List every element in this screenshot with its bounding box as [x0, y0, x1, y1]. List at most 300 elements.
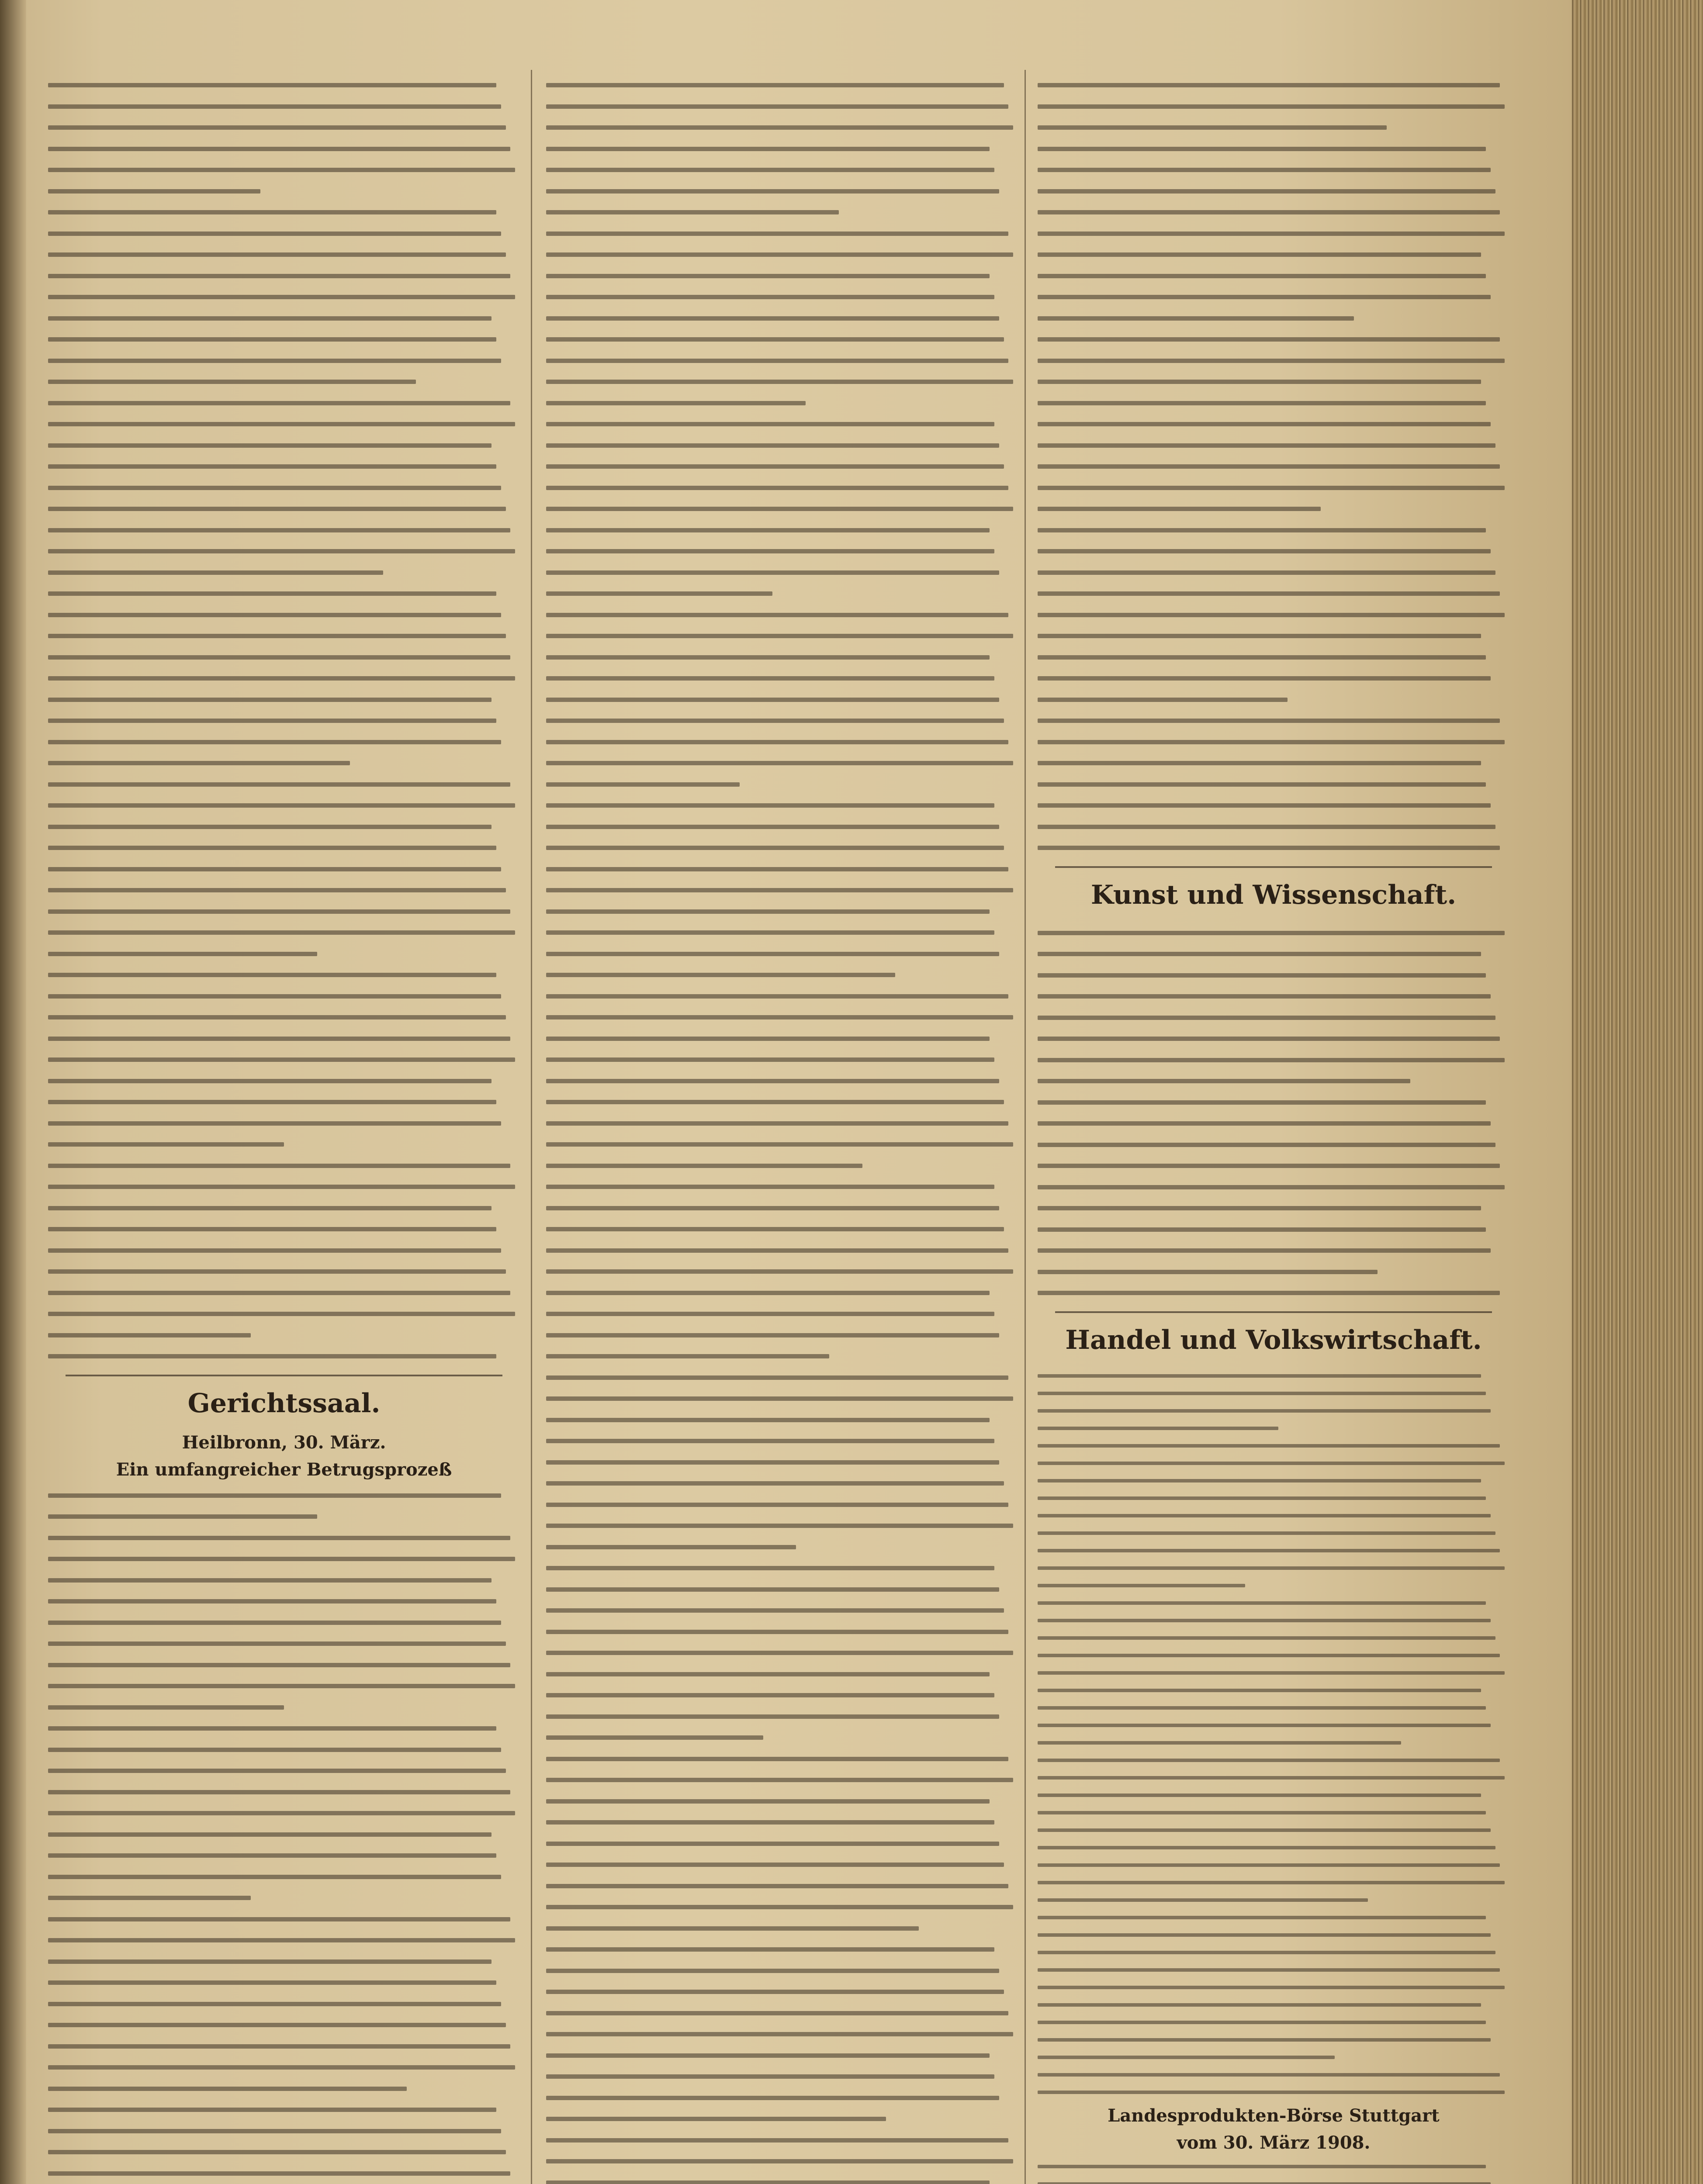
text-line — [48, 1113, 520, 1134]
text-line — [546, 1261, 1018, 1282]
text-line — [48, 731, 520, 753]
section-divider — [1055, 866, 1492, 868]
text-line — [546, 858, 1018, 880]
text-line — [48, 1506, 520, 1527]
text-line — [1038, 1961, 1509, 1979]
text-line — [1038, 498, 1509, 519]
text-line — [48, 1612, 520, 1633]
text-line — [1038, 1367, 1509, 1385]
text-line — [48, 1845, 520, 1866]
text-line — [546, 922, 1018, 943]
text-line — [48, 1240, 520, 1261]
text-line — [546, 879, 1018, 901]
text-line — [546, 731, 1018, 753]
section-title-kunst: Kunst und Wissenschaft. — [1090, 879, 1457, 910]
text-line — [48, 901, 520, 922]
text-line — [546, 1367, 1018, 1388]
text-line — [546, 1579, 1018, 1600]
text-line — [546, 477, 1018, 498]
text-line — [546, 1918, 1018, 1939]
column-1 — [48, 74, 520, 2184]
text-line — [546, 1430, 1018, 1451]
text-line — [1038, 1577, 1509, 1594]
text-line — [48, 922, 520, 943]
text-line — [48, 562, 520, 583]
text-line — [48, 1951, 520, 1972]
text-line — [1038, 1134, 1509, 1155]
text-line — [1038, 74, 1509, 96]
text-line — [1038, 244, 1509, 265]
text-line — [546, 1113, 1018, 1134]
text-line — [1038, 350, 1509, 371]
text-line — [546, 1515, 1018, 1536]
text-line — [1038, 1979, 1509, 1996]
text-line — [546, 74, 1018, 96]
text-line — [546, 774, 1018, 795]
column-rule — [531, 70, 532, 2184]
text-line — [1038, 1752, 1509, 1769]
text-line — [48, 519, 520, 541]
market-report — [1038, 1367, 1509, 2184]
text-line — [1038, 138, 1509, 159]
text-line — [1038, 1261, 1509, 1282]
text-line — [1038, 1926, 1509, 1944]
text-line — [546, 646, 1018, 668]
text-line — [48, 1282, 520, 1303]
text-line — [1038, 646, 1509, 668]
text-line — [48, 1654, 520, 1676]
text-line — [1038, 1717, 1509, 1734]
text-line — [546, 1409, 1018, 1431]
text-line — [48, 1485, 520, 1506]
text-line — [546, 350, 1018, 371]
text-line — [48, 1176, 520, 1197]
text-line — [48, 752, 520, 774]
text-line — [1038, 180, 1509, 202]
text-line — [48, 159, 520, 180]
text-line — [546, 392, 1018, 414]
text-line — [1038, 667, 1509, 689]
text-line — [48, 2120, 520, 2142]
text-line — [546, 1896, 1018, 1918]
text-line — [1038, 689, 1509, 710]
text-line — [1038, 456, 1509, 477]
text-line — [1038, 774, 1509, 795]
text-line — [48, 604, 520, 625]
text-line — [1038, 837, 1509, 858]
text-line — [48, 858, 520, 880]
text-line — [48, 1802, 520, 1824]
book-spine-edges — [1572, 0, 1703, 2184]
text-line — [1038, 583, 1509, 604]
column-rule — [1025, 70, 1026, 2184]
text-line — [546, 223, 1018, 244]
text-line — [546, 96, 1018, 117]
section-divider — [66, 1375, 502, 1376]
text-line — [1038, 604, 1509, 625]
text-line — [546, 1155, 1018, 1176]
text-line — [546, 1091, 1018, 1113]
text-line — [546, 244, 1018, 265]
text-line — [1038, 943, 1509, 964]
text-line — [48, 1218, 520, 1240]
text-line — [48, 1675, 520, 1697]
text-line — [48, 1569, 520, 1591]
text-line — [1038, 1007, 1509, 1028]
text-line — [1038, 1647, 1509, 1664]
text-line — [48, 435, 520, 456]
text-line — [546, 964, 1018, 985]
text-line — [1038, 265, 1509, 287]
text-line — [546, 180, 1018, 202]
text-line — [48, 456, 520, 477]
text-line — [546, 159, 1018, 180]
text-line — [1038, 201, 1509, 223]
text-line — [1038, 1996, 1509, 2014]
section-divider — [1055, 1311, 1492, 1313]
text-line — [1038, 1856, 1509, 1874]
text-line — [1038, 1176, 1509, 1198]
text-line — [1038, 1385, 1509, 1402]
text-line — [1038, 2066, 1509, 2084]
text-line — [546, 456, 1018, 477]
text-line — [1038, 731, 1509, 753]
text-line — [48, 1781, 520, 1803]
text-line — [48, 328, 520, 350]
text-line — [546, 1028, 1018, 1049]
text-line — [546, 583, 1018, 604]
text-line — [48, 2035, 520, 2057]
text-line — [546, 540, 1018, 562]
text-line — [1038, 795, 1509, 816]
text-line — [546, 308, 1018, 329]
text-line — [48, 646, 520, 668]
text-line — [546, 1176, 1018, 1197]
text-line — [546, 1303, 1018, 1324]
text-line — [1038, 1821, 1509, 1839]
text-line — [1038, 2031, 1509, 2049]
text-line — [546, 795, 1018, 816]
text-line — [546, 1748, 1018, 1769]
text-line — [1038, 435, 1509, 456]
text-line — [546, 1960, 1018, 1981]
text-line — [1038, 1839, 1509, 1856]
text-line — [546, 1197, 1018, 1219]
text-line — [48, 943, 520, 964]
text-line — [546, 1472, 1018, 1494]
text-line — [1038, 1155, 1509, 1176]
text-line — [1038, 2049, 1509, 2066]
text-line — [48, 1028, 520, 1049]
text-line — [546, 2108, 1018, 2129]
text-line — [1038, 413, 1509, 435]
text-line — [1038, 1682, 1509, 1699]
text-line — [546, 2023, 1018, 2045]
text-line — [1038, 1787, 1509, 1804]
text-line — [48, 1972, 520, 1993]
text-line — [546, 2087, 1018, 2108]
text-line — [546, 286, 1018, 308]
text-line — [1038, 1197, 1509, 1219]
text-line — [1038, 1240, 1509, 1261]
text-line — [48, 583, 520, 604]
text-line — [546, 1006, 1018, 1028]
text-line — [48, 286, 520, 308]
section-title-gerichtssaal: Gerichtssaal. — [187, 1388, 381, 1419]
text-line — [48, 1739, 520, 1760]
text-line — [1038, 308, 1509, 329]
text-line — [1038, 223, 1509, 244]
text-line — [48, 96, 520, 117]
text-line — [546, 1769, 1018, 1790]
text-line — [48, 816, 520, 837]
text-line — [546, 985, 1018, 1007]
text-line — [546, 1388, 1018, 1409]
text-line — [1038, 1402, 1509, 1420]
text-line — [48, 1760, 520, 1781]
text-line — [1038, 1282, 1509, 1303]
text-line — [48, 2099, 520, 2120]
text-line — [48, 2078, 520, 2099]
text-line — [546, 1621, 1018, 1642]
text-line — [1038, 1699, 1509, 1717]
text-line — [1038, 371, 1509, 392]
text-line — [1038, 96, 1509, 117]
text-line — [546, 1833, 1018, 1854]
text-line — [546, 816, 1018, 837]
text-line — [1038, 2084, 1509, 2101]
article-subheading: Ein umfangreicher Betrugsprozeß — [116, 1459, 452, 1480]
column-3 — [1038, 74, 1509, 2184]
text-line — [1038, 625, 1509, 646]
text-line — [48, 201, 520, 223]
text-line — [546, 1494, 1018, 1515]
text-line — [1038, 1113, 1509, 1134]
text-line — [546, 1070, 1018, 1092]
text-line — [48, 1993, 520, 2015]
text-line — [546, 689, 1018, 710]
text-line — [546, 371, 1018, 392]
text-line — [48, 1197, 520, 1219]
text-line — [546, 943, 1018, 964]
market-heading: Landesprodukten-Börse Stuttgart — [1108, 2105, 1440, 2126]
text-line — [48, 2163, 520, 2184]
text-line — [48, 371, 520, 392]
text-line — [546, 1557, 1018, 1579]
text-line — [546, 1727, 1018, 1748]
text-line — [1038, 1804, 1509, 1821]
text-line — [1038, 1092, 1509, 1113]
text-line — [48, 308, 520, 329]
text-line — [48, 985, 520, 1007]
text-line — [546, 2129, 1018, 2151]
text-line — [546, 837, 1018, 858]
text-line — [546, 435, 1018, 456]
text-line — [48, 667, 520, 689]
text-line — [48, 1006, 520, 1028]
text-line — [48, 1155, 520, 1176]
text-line — [1038, 1664, 1509, 1682]
text-line — [546, 752, 1018, 774]
text-line — [48, 1548, 520, 1569]
text-line — [48, 879, 520, 901]
text-line — [546, 901, 1018, 922]
text-line — [48, 1717, 520, 1739]
text-line — [1038, 1489, 1509, 1507]
text-line — [1038, 1891, 1509, 1909]
text-line — [1038, 816, 1509, 837]
text-line — [1038, 1542, 1509, 1559]
text-line — [48, 1261, 520, 1282]
text-line — [546, 1706, 1018, 1727]
text-line — [546, 1324, 1018, 1346]
text-line — [1038, 1524, 1509, 1542]
text-line — [546, 1282, 1018, 1303]
text-line — [48, 1324, 520, 1346]
text-line — [48, 1303, 520, 1324]
text-line — [1038, 117, 1509, 138]
text-line — [1038, 1559, 1509, 1577]
text-line — [1038, 1219, 1509, 1240]
text-line — [48, 964, 520, 985]
text-line — [48, 1633, 520, 1654]
text-line — [546, 1939, 1018, 1960]
text-line — [48, 2014, 520, 2035]
text-line — [1038, 1420, 1509, 1437]
text-line — [546, 1981, 1018, 2002]
text-line — [48, 1824, 520, 1845]
text-line — [48, 1070, 520, 1092]
text-line — [1038, 1594, 1509, 1612]
text-line — [546, 667, 1018, 689]
text-line — [546, 1790, 1018, 1812]
text-line — [48, 625, 520, 646]
text-line — [1038, 985, 1509, 1007]
text-line — [1038, 1070, 1509, 1092]
binding-edge — [0, 0, 26, 2184]
text-line — [546, 1049, 1018, 1070]
text-line — [48, 1049, 520, 1070]
text-line — [1038, 540, 1509, 562]
text-line — [546, 562, 1018, 583]
text-line — [546, 138, 1018, 159]
text-line — [48, 74, 520, 96]
text-line — [1038, 1734, 1509, 1752]
text-line — [48, 413, 520, 435]
text-line — [1038, 1507, 1509, 1524]
text-line — [1038, 328, 1509, 350]
text-line — [48, 1887, 520, 1908]
text-line — [48, 477, 520, 498]
text-line — [546, 1600, 1018, 1621]
section-title-handel: Handel und Volkswirtschaft. — [1065, 1324, 1482, 1355]
text-line — [546, 1133, 1018, 1155]
text-line — [48, 795, 520, 816]
text-line — [1038, 519, 1509, 541]
text-line — [1038, 964, 1509, 986]
text-line — [48, 1091, 520, 1113]
text-line — [48, 1929, 520, 1951]
text-line — [546, 328, 1018, 350]
text-line — [546, 1854, 1018, 1875]
text-line — [1038, 1944, 1509, 1961]
text-line — [546, 1345, 1018, 1367]
text-line — [546, 2045, 1018, 2066]
text-line — [546, 2172, 1018, 2184]
text-line — [1038, 1049, 1509, 1071]
text-line — [48, 1908, 520, 1930]
text-line — [546, 1684, 1018, 1706]
text-line — [48, 837, 520, 858]
text-line — [48, 1866, 520, 1887]
text-line — [48, 392, 520, 414]
text-line — [48, 223, 520, 244]
text-line — [546, 625, 1018, 646]
text-line — [1038, 562, 1509, 583]
text-line — [546, 2066, 1018, 2087]
text-line — [546, 498, 1018, 519]
market-date: vom 30. März 1908. — [1177, 2132, 1371, 2153]
text-line — [1038, 1455, 1509, 1472]
text-line — [1038, 1629, 1509, 1647]
text-line — [546, 604, 1018, 625]
text-line — [1038, 1437, 1509, 1455]
text-line — [1038, 1612, 1509, 1629]
text-line — [48, 1345, 520, 1367]
text-line — [1038, 1028, 1509, 1049]
text-line — [48, 1527, 520, 1548]
text-line — [546, 413, 1018, 435]
text-line — [546, 1811, 1018, 1833]
text-line — [546, 2002, 1018, 2024]
text-line — [546, 265, 1018, 287]
text-line — [48, 1697, 520, 1718]
text-line — [1038, 1769, 1509, 1787]
text-line — [1038, 1909, 1509, 1926]
text-line — [1038, 1472, 1509, 1489]
text-line — [546, 1218, 1018, 1240]
dateline: Heilbronn, 30. März. — [182, 1432, 386, 1453]
text-line — [48, 2141, 520, 2163]
text-line — [48, 1590, 520, 1612]
column-2 — [546, 74, 1018, 2184]
text-line — [1038, 922, 1509, 943]
text-line — [48, 117, 520, 138]
text-line — [48, 498, 520, 519]
text-line — [1038, 477, 1509, 498]
text-line — [48, 138, 520, 159]
text-line — [48, 774, 520, 795]
text-line — [546, 1451, 1018, 1473]
text-line — [546, 1642, 1018, 1663]
text-line — [1038, 2014, 1509, 2031]
text-line — [48, 180, 520, 202]
text-line — [546, 2150, 1018, 2172]
text-line — [546, 201, 1018, 223]
text-line — [1038, 392, 1509, 414]
text-line — [1038, 2158, 1509, 2175]
text-line — [546, 710, 1018, 731]
text-line — [48, 350, 520, 371]
text-line — [1038, 710, 1509, 731]
text-line — [1038, 752, 1509, 774]
text-line — [1038, 159, 1509, 180]
text-line — [546, 1875, 1018, 1897]
text-line — [48, 540, 520, 562]
text-line — [546, 1536, 1018, 1558]
text-line — [48, 244, 520, 265]
text-line — [546, 117, 1018, 138]
